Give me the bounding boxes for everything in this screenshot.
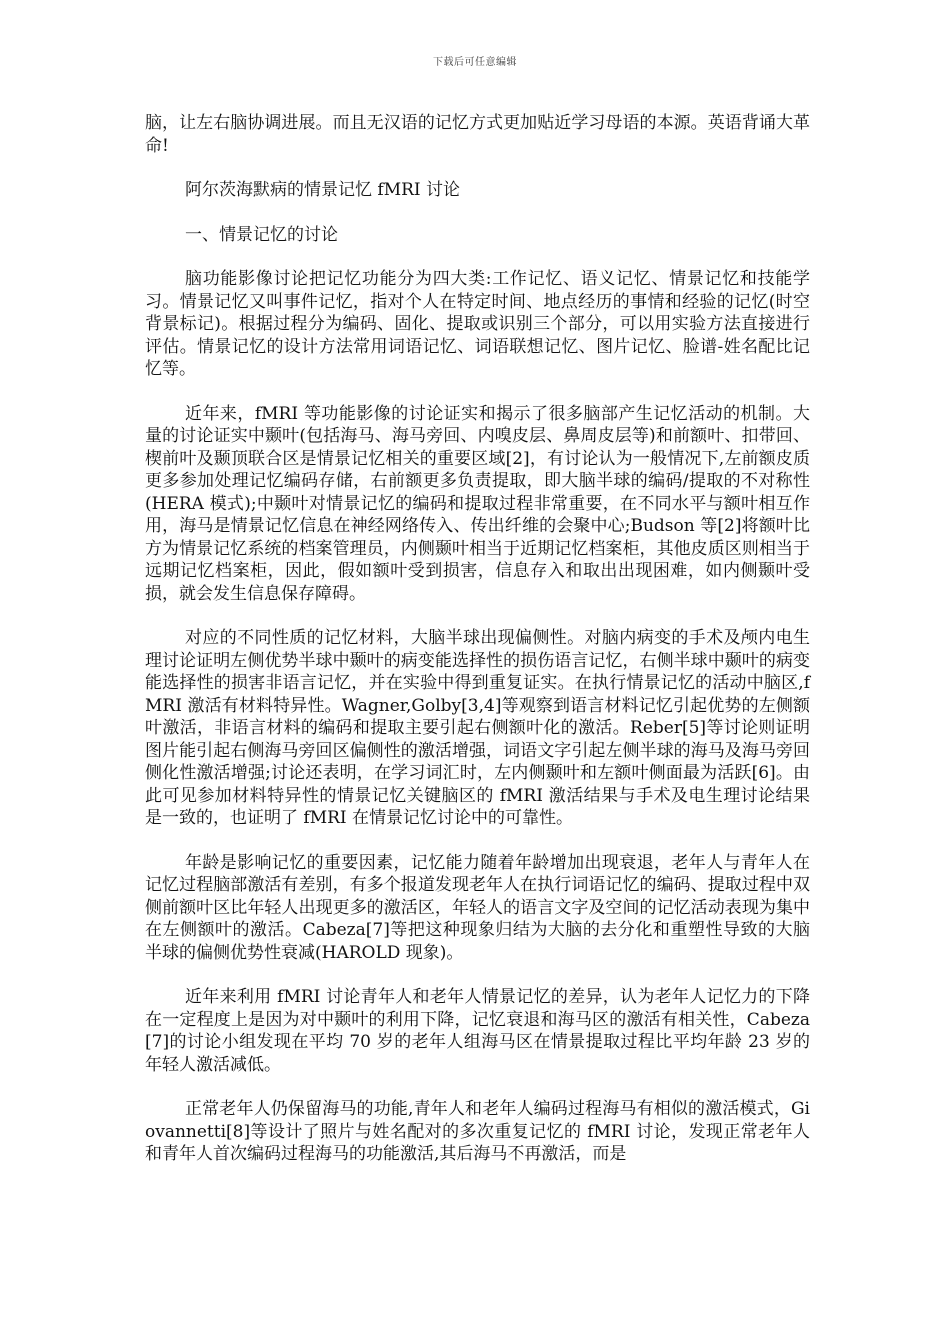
paragraph-hippocampus: 正常老年人仍保留海马的功能,青年人和老年人编码过程海马有相似的激活模式，Giovannetti[8]等设计了照片与姓名配对的多次重复记忆的 fMRI 讨论，发现正常老年人和青年人首次编码过程海马的功能激活,其后海马不再激活，而是 (145, 1099, 810, 1164)
paragraph-lateralization: 对应的不同性质的记忆材料，大脑半球出现偏侧性。对脑内病变的手术及颅内电生理讨论证明左侧优势半球中颞叶的病变能选择性的损伤语言记忆，右侧半球中颞叶的病变能选择性的损害非语言记忆，并在实验中得到重复证实。在执行情景记忆的活动中脑区,fMRI 激活有材料特异性。Wagner,Golby[3,4]等观察到语言材料记忆引起优势的左侧额叶激活，非语言材料的编码和提取主要引起右侧额叶化的激活。Reber[5]等讨论则证明图片能引起右侧海马旁回区偏侧性的激活增强，词语文字引起左侧半球的海马及海马旁回侧化性激活增强;讨论还表明，在学习词汇时，左内侧颞叶和左额叶侧面最为活跃[6]。由此可见参加材料特异性的情景记忆关键脑区的 fMRI 激活结果与手术及电生理讨论结果是一致的，也证明了 fMRI 在情景记忆讨论中的可靠性。 (145, 628, 810, 828)
paragraph-age-effects: 年龄是影响记忆的重要因素，记忆能力随着年龄增加出现衰退，老年人与青年人在记忆过程脑部激活有差别，有多个报道发现老年人在执行词语记忆的编码、提取过程中双侧前额叶区比年轻人出现更多的激活区，年轻人的语言文字及空间的记忆活动表现为集中在左侧额叶的激活。Cabeza[7]等把这种现象归结为大脑的去分化和重塑性导致的大脑半球的偏侧优势性衰减(HAROLD 现象)。 (145, 852, 810, 963)
paragraph-continuation: 脑，让左右脑协调进展。而且无汉语的记忆方式更加贴近学习母语的本源。英语背诵大革命! (145, 113, 810, 156)
paragraph-young-vs-old: 近年来利用 fMRI 讨论青年人和老年人情景记忆的差异，认为老年人记忆力的下降在一定程度上是因为对中颞叶的利用下降，记忆衰退和海马区的激活有相关性，Cabeza[7]的讨论小组发现在平均 70 岁的老年人组海马区在情景提取过程比平均年龄 23 岁的年轻人激活减低。 (145, 987, 810, 1075)
paragraph-memory-classification: 脑功能影像讨论把记忆功能分为四大类:工作记忆、语义记忆、情景记忆和技能学习。情景记忆又叫事件记忆，指对个人在特定时间、地点经历的事情和经验的记忆(时空背景标记)。根据过程分为编码、固化、提取或识别三个部分，可以用实验方法直接进行评估。情景记忆的设计方法常用词语记忆、词语联想记忆、图片记忆、脸谱-姓名配比记忆等。 (145, 269, 810, 379)
subsection-heading: 一、情景记忆的讨论 (185, 224, 338, 245)
paragraph-fmri-mechanisms: 近年来，fMRI 等功能影像的讨论证实和揭示了很多脑部产生记忆活动的机制。大量的讨论证实中颞叶(包括海马、海马旁回、内嗅皮层、鼻周皮层等)和前额叶、扣带回、楔前叶及颞顶联合区是情景记忆相关的重要区域[2]，有讨论认为一般情况下,左前额皮质更多参加处理记忆编码存储，右前额更多负责提取，即大脑半球的编码/提取的不对称性(HERA 模式);中颞叶对情景记忆的编码和提取过程非常重要，在不同水平与额叶相互作用，海马是情景记忆信息在神经网络传入、传出纤维的会聚中心;Budson 等[2]将额叶比方为情景记忆系统的档案管理员，内侧颞叶相当于近期记忆档案柜，其他皮质区则相当于远期记忆档案柜，因此，假如额叶受到损害，信息存入和取出出现困难，如内侧颞叶受损，就会发生信息保存障碍。 (145, 403, 810, 604)
document-body (145, 112, 810, 1188)
section-title: 阿尔茨海默病的情景记忆 fMRI 讨论 (185, 180, 461, 200)
header-note: 下载后可任意编辑 (433, 57, 517, 68)
